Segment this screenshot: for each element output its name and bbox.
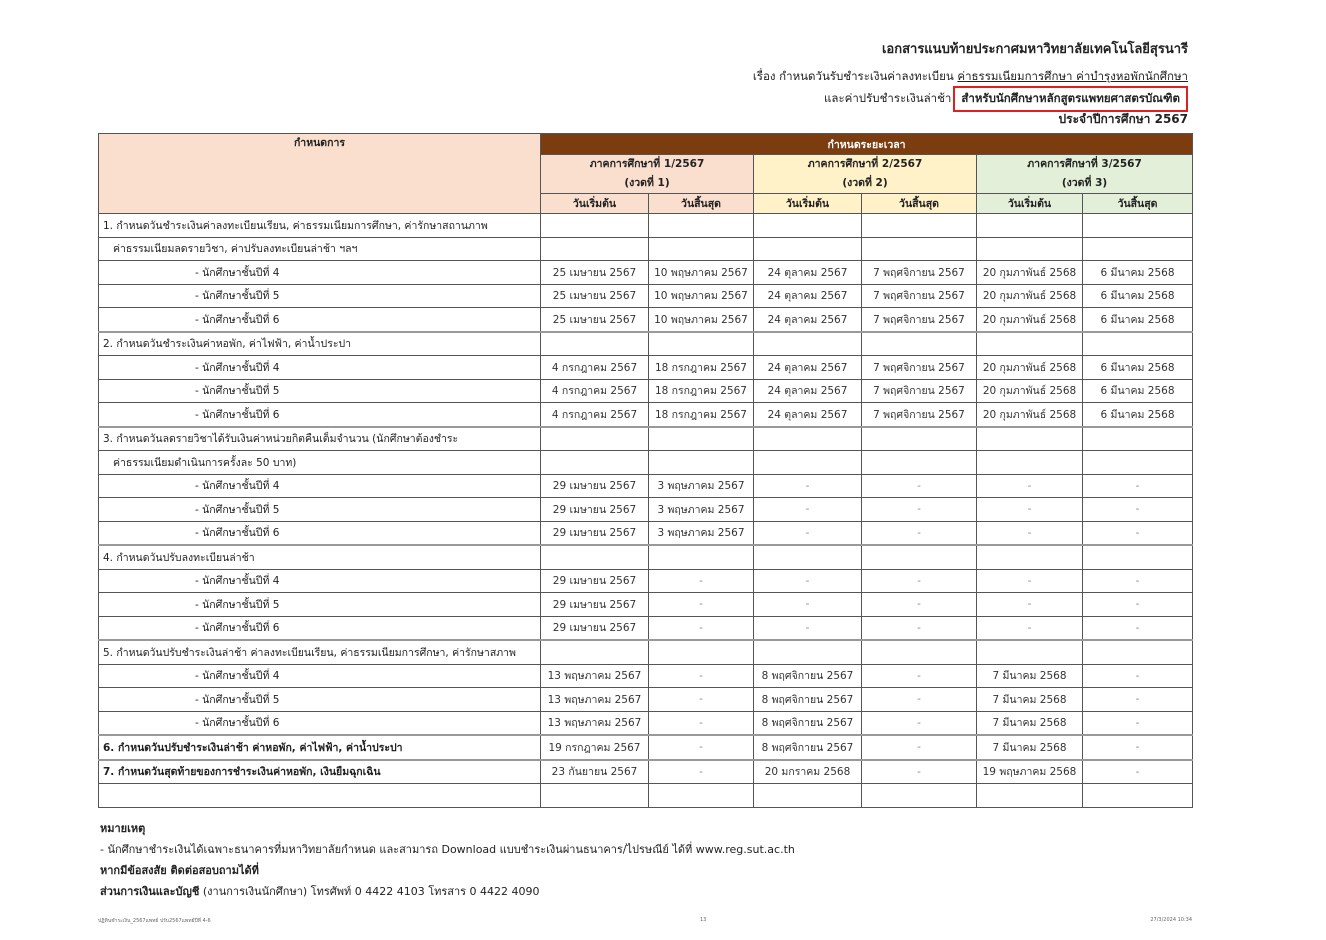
start-date-cell: -	[977, 616, 1083, 640]
subject-prefix: เรื่อง กำหนดวันรับชำระเงินค่าลงทะเบียน	[752, 69, 954, 83]
start-date-cell: 20 กุมภาพันธ์ 2568	[977, 261, 1083, 285]
end-date-cell: -	[862, 760, 977, 784]
end-date-cell: -	[862, 711, 977, 735]
start-date-header: วันเริ่มต้น	[977, 194, 1083, 214]
semester-1-header	[541, 155, 754, 194]
end-date-cell	[1083, 427, 1193, 451]
table-row	[99, 688, 1193, 712]
end-date-cell	[862, 640, 977, 664]
table-row	[99, 569, 1193, 593]
start-date-cell: 24 ตุลาคม 2567	[754, 284, 862, 308]
end-date-cell: 10 พฤษภาคม 2567	[649, 261, 754, 285]
semester-title: ภาคการศึกษาที่ 3/2567	[1027, 158, 1142, 170]
notes-heading: หมายเหตุ	[100, 822, 146, 835]
start-date-cell: -	[977, 593, 1083, 617]
end-date-cell	[649, 640, 754, 664]
start-date-cell	[977, 427, 1083, 451]
table-row	[99, 356, 1193, 380]
start-date-cell	[754, 545, 862, 569]
end-date-cell: -	[1083, 688, 1193, 712]
task-label: - นักศึกษาชั้นปีที่ 5	[99, 498, 541, 522]
start-date-cell: 13 พฤษภาคม 2567	[541, 664, 649, 688]
start-date-cell: 4 กรกฎาคม 2567	[541, 379, 649, 403]
task-label: - นักศึกษาชั้นปีที่ 4	[99, 664, 541, 688]
end-date-cell: -	[862, 593, 977, 617]
end-date-cell: 7 พฤศจิกายน 2567	[862, 379, 977, 403]
end-date-cell	[1083, 237, 1193, 261]
start-date-cell: 7 มีนาคม 2568	[977, 664, 1083, 688]
end-date-cell: 6 มีนาคม 2568	[1083, 403, 1193, 427]
start-date-cell	[977, 332, 1083, 356]
end-date-cell: 7 พฤศจิกายน 2567	[862, 403, 977, 427]
task-label: - นักศึกษาชั้นปีที่ 5	[99, 688, 541, 712]
start-date-cell: 8 พฤศจิกายน 2567	[754, 711, 862, 735]
end-date-header: วันสิ้นสุด	[1083, 194, 1193, 214]
end-date-cell	[1083, 640, 1193, 664]
start-date-cell: 24 ตุลาคม 2567	[754, 403, 862, 427]
end-date-cell	[862, 332, 977, 356]
end-date-cell: -	[862, 664, 977, 688]
start-date-cell: 20 กุมภาพันธ์ 2568	[977, 284, 1083, 308]
table-row	[99, 735, 1193, 760]
end-date-header: วันสิ้นสุด	[862, 194, 977, 214]
end-date-cell: -	[649, 664, 754, 688]
task-label: - นักศึกษาชั้นปีที่ 6	[99, 521, 541, 545]
end-date-cell: -	[862, 688, 977, 712]
end-date-cell	[649, 784, 754, 808]
task-label: - นักศึกษาชั้นปีที่ 4	[99, 569, 541, 593]
subject-underlined: ค่าธรรมเนียมการศึกษา ค่าบำรุงหอพักนักศึกษา	[957, 69, 1188, 83]
start-date-cell: 8 พฤศจิกายน 2567	[754, 664, 862, 688]
task-label: 6. กำหนดวันปรับชำระเงินล่าช้า ค่าหอพัก, ค่าไฟฟ้า, ค่าน้ำประปา	[99, 735, 541, 760]
semester-2-header	[754, 155, 977, 194]
end-date-cell: -	[1083, 760, 1193, 784]
task-label: - นักศึกษาชั้นปีที่ 6	[99, 711, 541, 735]
end-date-cell	[649, 237, 754, 261]
installment-label: (งวดที่ 2)	[842, 177, 888, 189]
end-date-cell: 7 พฤศจิกายน 2567	[862, 261, 977, 285]
table-row	[99, 616, 1193, 640]
start-date-cell: -	[754, 474, 862, 498]
note-item: - นักศึกษาชำระเงินได้เฉพาะธนาคารที่มหาวิทยาลัยกำหนด และสามารถ Download แบบชำระเงินผ่านธนาคาร/ไปรษณีย์ ได้ที่ www.reg.sut.ac.th	[100, 843, 795, 856]
start-date-cell: 24 ตุลาคม 2567	[754, 308, 862, 332]
start-date-cell: 25 เมษายน 2567	[541, 284, 649, 308]
task-label: ค่าธรรมเนียมดำเนินการครั้งละ 50 บาท)	[99, 451, 541, 475]
end-date-cell	[649, 214, 754, 238]
start-date-cell: 4 กรกฎาคม 2567	[541, 356, 649, 380]
end-date-cell: 7 พฤศจิกายน 2567	[862, 356, 977, 380]
end-date-cell: -	[862, 735, 977, 760]
start-date-cell: 7 มีนาคม 2568	[977, 688, 1083, 712]
table-row	[99, 664, 1193, 688]
start-date-cell	[541, 640, 649, 664]
contact-line	[100, 881, 795, 902]
start-date-cell: 20 กุมภาพันธ์ 2568	[977, 356, 1083, 380]
end-date-cell: -	[1083, 616, 1193, 640]
start-date-cell	[977, 451, 1083, 475]
end-date-cell	[649, 332, 754, 356]
table-row	[99, 332, 1193, 356]
start-date-cell: -	[754, 498, 862, 522]
end-date-cell: 18 กรกฎาคม 2567	[649, 379, 754, 403]
task-label: 4. กำหนดวันปรับลงทะเบียนล่าช้า	[99, 545, 541, 569]
start-date-cell: 19 พฤษภาคม 2568	[977, 760, 1083, 784]
start-date-cell	[977, 545, 1083, 569]
start-date-cell	[754, 784, 862, 808]
highlighted-program: สำหรับนักศึกษาหลักสูตรแพทยศาสตรบัณฑิต	[953, 86, 1188, 112]
start-date-cell	[754, 332, 862, 356]
end-date-cell: 6 มีนาคม 2568	[1083, 308, 1193, 332]
task-label: 1. กำหนดวันชำระเงินค่าลงทะเบียนเรียน, ค่าธรรมเนียมการศึกษา, ค่ารักษาสถานภาพ	[99, 214, 541, 238]
task-label: ค่าธรรมเนียมลดรายวิชา, ค่าปรับลงทะเบียนล่าช้า ฯลฯ	[99, 237, 541, 261]
task-label: - นักศึกษาชั้นปีที่ 6	[99, 403, 541, 427]
end-date-cell: 7 พฤศจิกายน 2567	[862, 284, 977, 308]
start-date-cell: -	[754, 569, 862, 593]
start-date-cell: 25 เมษายน 2567	[541, 308, 649, 332]
document-title: เอกสารแนบท้ายประกาศมหาวิทยาลัยเทคโนโลยีสุรนารี	[881, 42, 1188, 57]
end-date-cell: -	[862, 521, 977, 545]
start-date-cell: 7 มีนาคม 2568	[977, 711, 1083, 735]
start-date-cell	[541, 451, 649, 475]
start-date-cell: 29 เมษายน 2567	[541, 593, 649, 617]
table-row	[99, 427, 1193, 451]
table-row	[99, 784, 1193, 808]
table-row	[99, 474, 1193, 498]
start-date-cell	[754, 451, 862, 475]
start-date-cell	[977, 214, 1083, 238]
start-date-cell: 29 เมษายน 2567	[541, 521, 649, 545]
end-date-cell: -	[649, 616, 754, 640]
department-name: ส่วนการเงินและบัญชี	[100, 885, 200, 898]
end-date-cell: -	[649, 735, 754, 760]
table-row	[99, 498, 1193, 522]
notes-section	[100, 818, 795, 902]
end-date-cell: 18 กรกฎาคม 2567	[649, 403, 754, 427]
end-date-cell: 6 มีนาคม 2568	[1083, 379, 1193, 403]
semester-title: ภาคการศึกษาที่ 2/2567	[807, 158, 923, 170]
start-date-cell: -	[754, 616, 862, 640]
end-date-cell: 3 พฤษภาคม 2567	[649, 498, 754, 522]
end-date-cell	[1083, 214, 1193, 238]
end-date-cell: -	[1083, 569, 1193, 593]
end-date-cell	[1083, 451, 1193, 475]
end-date-cell	[1083, 784, 1193, 808]
start-date-header: วันเริ่มต้น	[754, 194, 862, 214]
start-date-cell	[977, 640, 1083, 664]
task-label: - นักศึกษาชั้นปีที่ 5	[99, 593, 541, 617]
start-date-cell: 13 พฤษภาคม 2567	[541, 711, 649, 735]
end-date-header: วันสิ้นสุด	[649, 194, 754, 214]
start-date-cell: 4 กรกฎาคม 2567	[541, 403, 649, 427]
end-date-cell	[649, 451, 754, 475]
end-date-cell: -	[1083, 521, 1193, 545]
task-label: - นักศึกษาชั้นปีที่ 4	[99, 356, 541, 380]
end-date-cell: -	[649, 593, 754, 617]
start-date-cell: 13 พฤษภาคม 2567	[541, 688, 649, 712]
end-date-cell: 18 กรกฎาคม 2567	[649, 356, 754, 380]
end-date-cell	[649, 545, 754, 569]
start-date-cell	[541, 214, 649, 238]
start-date-cell	[754, 427, 862, 451]
start-date-cell: -	[754, 593, 862, 617]
end-date-cell: 3 พฤษภาคม 2567	[649, 521, 754, 545]
start-date-cell: 29 เมษายน 2567	[541, 474, 649, 498]
start-date-cell: -	[977, 569, 1083, 593]
end-date-cell: -	[862, 616, 977, 640]
task-label: - นักศึกษาชั้นปีที่ 4	[99, 474, 541, 498]
task-label: - นักศึกษาชั้นปีที่ 5	[99, 284, 541, 308]
table-row	[99, 237, 1193, 261]
semester-title: ภาคการศึกษาที่ 1/2567	[589, 158, 705, 170]
end-date-cell: -	[1083, 474, 1193, 498]
subject-line	[753, 68, 1188, 86]
end-date-cell: -	[649, 569, 754, 593]
contact-heading: หากมีข้อสงสัย ติดต่อสอบถามได้ที่	[100, 864, 259, 877]
schedule-body	[99, 214, 1193, 808]
start-date-cell: 20 กุมภาพันธ์ 2568	[977, 308, 1083, 332]
end-date-cell	[1083, 332, 1193, 356]
subject-prefix-2: และค่าปรับชำระเงินล่าช้า	[824, 91, 952, 105]
end-date-cell: 6 มีนาคม 2568	[1083, 284, 1193, 308]
start-date-cell: 7 มีนาคม 2568	[977, 735, 1083, 760]
footer-timestamp: 27/3/2024 10:34	[1150, 917, 1192, 923]
end-date-cell: -	[649, 711, 754, 735]
start-date-cell: 19 กรกฎาคม 2567	[541, 735, 649, 760]
end-date-cell: -	[649, 688, 754, 712]
end-date-cell: -	[649, 760, 754, 784]
end-date-cell: 6 มีนาคม 2568	[1083, 356, 1193, 380]
end-date-cell: 10 พฤษภาคม 2567	[649, 308, 754, 332]
start-date-cell: -	[977, 521, 1083, 545]
end-date-cell: 6 มีนาคม 2568	[1083, 261, 1193, 285]
start-date-cell: 20 มกราคม 2568	[754, 760, 862, 784]
start-date-cell: 29 เมษายน 2567	[541, 498, 649, 522]
department-contact: (งานการเงินนักศึกษา) โทรศัพท์ 0 4422 4103 โทรสาร 0 4422 4090	[199, 885, 540, 898]
start-date-cell	[754, 214, 862, 238]
start-date-cell: 8 พฤศจิกายน 2567	[754, 688, 862, 712]
end-date-cell: -	[1083, 711, 1193, 735]
end-date-cell	[862, 214, 977, 238]
table-row	[99, 711, 1193, 735]
start-date-cell: 24 ตุลาคม 2567	[754, 356, 862, 380]
start-date-cell: 8 พฤศจิกายน 2567	[754, 735, 862, 760]
start-date-cell: 23 กันยายน 2567	[541, 760, 649, 784]
end-date-cell	[1083, 545, 1193, 569]
start-date-cell	[541, 237, 649, 261]
end-date-cell: -	[1083, 664, 1193, 688]
task-label: - นักศึกษาชั้นปีที่ 6	[99, 308, 541, 332]
task-column-header: กำหนดการ	[99, 134, 541, 214]
table-row	[99, 451, 1193, 475]
start-date-cell: -	[977, 474, 1083, 498]
table-row	[99, 214, 1193, 238]
end-date-cell	[862, 427, 977, 451]
end-date-cell	[862, 545, 977, 569]
table-row	[99, 308, 1193, 332]
start-date-cell	[977, 237, 1083, 261]
table-row	[99, 403, 1193, 427]
end-date-cell: 7 พฤศจิกายน 2567	[862, 308, 977, 332]
end-date-cell: -	[1083, 735, 1193, 760]
table-row	[99, 545, 1193, 569]
subject-line-2	[824, 86, 1188, 112]
start-date-cell: 29 เมษายน 2567	[541, 569, 649, 593]
task-label: - นักศึกษาชั้นปีที่ 6	[99, 616, 541, 640]
end-date-cell	[862, 451, 977, 475]
installment-label: (งวดที่ 3)	[1061, 177, 1108, 189]
start-date-cell	[754, 640, 862, 664]
task-label: 2. กำหนดวันชำระเงินค่าหอพัก, ค่าไฟฟ้า, ค่าน้ำประปา	[99, 332, 541, 356]
installment-label: (งวดที่ 1)	[624, 177, 670, 189]
academic-year: ประจำปีการศึกษา 2567	[1058, 112, 1188, 126]
task-label: 7. กำหนดวันสุดท้ายของการชำระเงินค่าหอพัก, เงินยืมฉุกเฉิน	[99, 760, 541, 784]
end-date-cell	[862, 237, 977, 261]
footer-filename: ปฏิทินชำระเงิน_2567แพทย์ ปรับ2567แพทย์ปีที่ 4-6	[98, 918, 211, 924]
table-row	[99, 760, 1193, 784]
start-date-cell: 24 ตุลาคม 2567	[754, 379, 862, 403]
end-date-cell: 3 พฤษภาคม 2567	[649, 474, 754, 498]
start-date-cell	[541, 545, 649, 569]
end-date-cell: -	[862, 498, 977, 522]
task-label: - นักศึกษาชั้นปีที่ 5	[99, 379, 541, 403]
task-label: 5. กำหนดวันปรับชำระเงินล่าช้า ค่าลงทะเบียนเรียน, ค่าธรรมเนียมการศึกษา, ค่ารักษาสภาพ	[99, 640, 541, 664]
table-row	[99, 521, 1193, 545]
start-date-cell: 20 กุมภาพันธ์ 2568	[977, 403, 1083, 427]
schedule-table	[98, 133, 1193, 808]
end-date-cell: -	[862, 474, 977, 498]
start-date-cell: 25 เมษายน 2567	[541, 261, 649, 285]
start-date-cell	[977, 784, 1083, 808]
end-date-cell: -	[1083, 593, 1193, 617]
end-date-cell	[862, 784, 977, 808]
task-label	[99, 784, 541, 808]
footer-page-number: 13	[700, 917, 707, 923]
table-row	[99, 379, 1193, 403]
start-date-cell	[541, 332, 649, 356]
start-date-cell	[754, 237, 862, 261]
end-date-cell: -	[862, 569, 977, 593]
start-date-cell	[541, 784, 649, 808]
start-date-cell: 24 ตุลาคม 2567	[754, 261, 862, 285]
period-header: กำหนดระยะเวลา	[541, 134, 1193, 155]
table-row	[99, 261, 1193, 285]
start-date-cell	[541, 427, 649, 451]
end-date-cell	[649, 427, 754, 451]
start-date-cell: -	[977, 498, 1083, 522]
table-row	[99, 284, 1193, 308]
end-date-cell: 10 พฤษภาคม 2567	[649, 284, 754, 308]
start-date-cell: -	[754, 521, 862, 545]
task-label: - นักศึกษาชั้นปีที่ 4	[99, 261, 541, 285]
task-label: 3. กำหนดวันลดรายวิชาได้รับเงินค่าหน่วยกิตคืนเต็มจำนวน (นักศึกษาต้องชำระ	[99, 427, 541, 451]
start-date-cell: 29 เมษายน 2567	[541, 616, 649, 640]
table-row	[99, 593, 1193, 617]
start-date-cell: 20 กุมภาพันธ์ 2568	[977, 379, 1083, 403]
end-date-cell: -	[1083, 498, 1193, 522]
table-row	[99, 640, 1193, 664]
semester-3-header	[977, 155, 1193, 194]
start-date-header: วันเริ่มต้น	[541, 194, 649, 214]
